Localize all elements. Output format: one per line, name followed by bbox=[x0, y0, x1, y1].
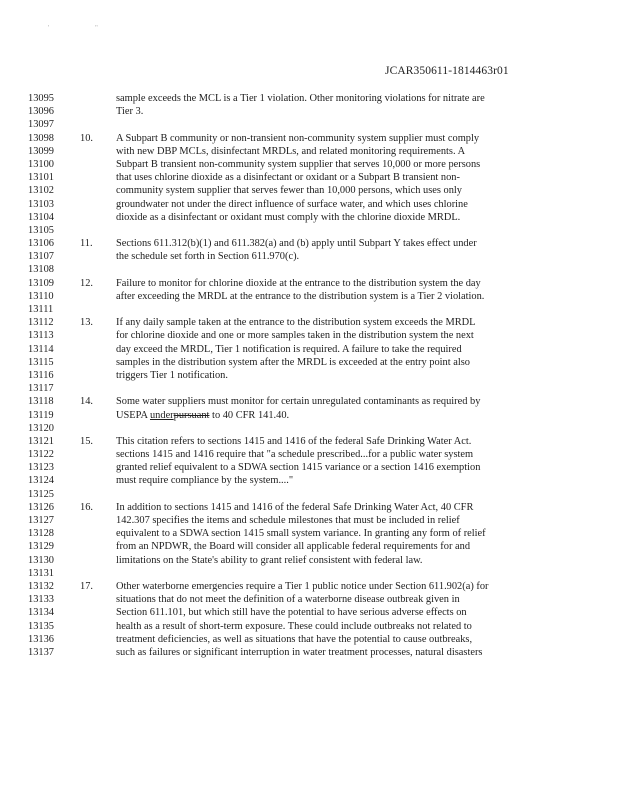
note-number: 11. bbox=[80, 238, 93, 250]
document-line bbox=[28, 105, 588, 118]
document-line bbox=[28, 514, 588, 527]
document-line bbox=[28, 369, 588, 382]
line-text bbox=[116, 409, 289, 422]
line-text bbox=[116, 527, 486, 540]
document-line bbox=[28, 224, 588, 237]
inserted-text: under bbox=[149, 409, 174, 421]
line-number: 13112 bbox=[28, 317, 54, 329]
document-line bbox=[28, 316, 588, 329]
document-line bbox=[28, 263, 588, 276]
line-number: 13135 bbox=[28, 620, 54, 632]
text-run: triggers Tier 1 notification. bbox=[116, 369, 228, 381]
text-run: Section 611.101, but which still have the potential to have serious adverse effects on bbox=[116, 607, 467, 619]
line-text bbox=[116, 105, 143, 118]
line-text bbox=[116, 290, 484, 303]
document-line bbox=[28, 92, 588, 105]
text-run: equivalent to a SDWA section 1415 small system variance. In granting any form of relief bbox=[116, 528, 486, 540]
document-line bbox=[28, 356, 588, 369]
line-text bbox=[116, 461, 480, 474]
document-line bbox=[28, 290, 588, 303]
document-line bbox=[28, 118, 588, 131]
line-text bbox=[116, 145, 465, 158]
text-run: samples in the distribution system after the MRDL is exceeded at the entry point also bbox=[116, 356, 470, 368]
document-line bbox=[28, 329, 588, 342]
line-number: 13100 bbox=[28, 158, 54, 170]
note-number: 15. bbox=[80, 435, 93, 447]
line-text bbox=[116, 448, 473, 461]
line-number: 13114 bbox=[28, 343, 54, 355]
text-run: sample exceeds the MCL is a Tier 1 violation. Other monitoring violations for nitrate are bbox=[116, 93, 485, 104]
text-run: If any daily sample taken at the entrance to the distribution system exceeds the MRDL bbox=[116, 317, 476, 329]
line-text bbox=[116, 369, 228, 382]
line-number: 13115 bbox=[28, 356, 54, 368]
line-text bbox=[116, 501, 473, 514]
document-line bbox=[28, 620, 588, 633]
line-number: 13096 bbox=[28, 106, 54, 118]
line-number: 13126 bbox=[28, 501, 54, 513]
line-number: 13117 bbox=[28, 383, 54, 395]
text-run: USEPA bbox=[116, 409, 150, 421]
line-number: 13099 bbox=[28, 145, 54, 157]
text-run: health as a result of short-term exposure. These could include outbreaks not related to bbox=[116, 620, 472, 632]
note-number: 16. bbox=[80, 501, 93, 513]
line-number: 13122 bbox=[28, 449, 54, 461]
line-text bbox=[116, 633, 472, 646]
document-line bbox=[28, 171, 588, 184]
line-number: 13116 bbox=[28, 369, 54, 381]
document-line bbox=[28, 145, 588, 158]
line-number: 13121 bbox=[28, 435, 54, 447]
line-text bbox=[116, 184, 462, 197]
note-number: 17. bbox=[80, 580, 93, 592]
note-number: 14. bbox=[80, 396, 93, 408]
document-line bbox=[28, 448, 588, 461]
document-line bbox=[28, 158, 588, 171]
line-text bbox=[116, 395, 480, 408]
document-line bbox=[28, 422, 588, 435]
text-run: treatment deficiencies, as well as situations that have the potential to cause outbreaks, bbox=[116, 633, 473, 645]
document-line bbox=[28, 567, 588, 580]
line-number: 13107 bbox=[28, 251, 54, 263]
document-line bbox=[28, 409, 588, 422]
document-line bbox=[28, 593, 588, 606]
line-text bbox=[116, 132, 479, 145]
text-run: Some water suppliers must monitor for certain unregulated contaminants as required by bbox=[116, 396, 481, 408]
line-number: 13136 bbox=[28, 633, 54, 645]
line-number: 13129 bbox=[28, 541, 54, 553]
document-line bbox=[28, 474, 588, 487]
line-number: 13132 bbox=[28, 580, 54, 592]
note-number: 13. bbox=[80, 317, 93, 329]
text-run: community system supplier that serves fewer than 10,000 persons, which uses only bbox=[116, 185, 463, 197]
text-run: day exceed the MRDL, Tier 1 notification is required. A failure to take the required bbox=[116, 343, 462, 355]
text-run: In addition to sections 1415 and 1416 of the federal Safe Drinking Water Act, 40 CFR bbox=[116, 501, 474, 513]
line-text bbox=[116, 620, 472, 633]
document-line bbox=[28, 184, 588, 197]
document-line bbox=[28, 633, 588, 646]
text-run: 142.307 specifies the items and schedule milestones that must be included in relief bbox=[116, 515, 460, 526]
line-text bbox=[116, 316, 476, 329]
deleted-text: pursuant bbox=[173, 409, 210, 421]
line-number: 13104 bbox=[28, 211, 54, 223]
text-run: Other waterborne emergencies require a Tier 1 public notice under Section 611.902(a) for bbox=[116, 580, 489, 592]
document-line bbox=[28, 435, 588, 448]
document-line bbox=[28, 211, 588, 224]
line-text bbox=[116, 540, 470, 553]
line-text bbox=[116, 237, 477, 250]
text-run: for chlorine dioxide and one or more samples taken in the distribution system the next bbox=[116, 330, 474, 342]
line-text bbox=[116, 356, 470, 369]
line-number: 13134 bbox=[28, 607, 54, 619]
document-line bbox=[28, 250, 588, 263]
line-number: 13131 bbox=[28, 567, 54, 579]
document-line bbox=[28, 237, 588, 250]
text-run: Subpart B transient non-community system supplier that serves 10,000 or more persons bbox=[116, 158, 481, 170]
text-run: dioxide as a disinfectant or oxidant must comply with the chlorine dioxide MRDL. bbox=[116, 211, 461, 223]
line-number: 13133 bbox=[28, 594, 54, 606]
line-number: 13101 bbox=[28, 172, 54, 184]
text-run: situations that do not meet the definition of a waterborne disease outbreak given in bbox=[116, 594, 460, 606]
line-number: 13111 bbox=[28, 304, 54, 315]
line-number: 13097 bbox=[28, 119, 54, 131]
document-line bbox=[28, 343, 588, 356]
line-number: 13125 bbox=[28, 488, 54, 500]
line-text bbox=[116, 474, 293, 487]
line-number: 13137 bbox=[28, 646, 54, 658]
document-line bbox=[28, 382, 588, 395]
document-line bbox=[28, 395, 588, 408]
text-run: groundwater not under the direct influence of surface water, and which uses chlorine bbox=[116, 198, 468, 210]
note-number: 10. bbox=[80, 132, 93, 144]
line-text bbox=[116, 593, 460, 606]
line-text bbox=[116, 435, 471, 448]
line-number: 13103 bbox=[28, 198, 54, 210]
text-run: Tier 3. bbox=[116, 106, 144, 118]
text-run: the schedule set forth in Section 611.970(c). bbox=[116, 251, 300, 263]
line-number: 13124 bbox=[28, 475, 54, 487]
text-run: limitations on the State's ability to grant relief consistent with federal law. bbox=[116, 554, 423, 566]
document-line bbox=[28, 580, 588, 593]
line-number: 13110 bbox=[28, 290, 54, 302]
text-run: This citation refers to sections 1415 and 1416 of the federal Safe Drinking Water Act. bbox=[116, 435, 472, 447]
text-run: granted relief equivalent to a SDWA section 1415 variance or a section 1416 exemption bbox=[116, 462, 481, 474]
text-run: from an NPDWR, the Board will consider all applicable federal requirements for and bbox=[116, 541, 471, 553]
line-number: 13127 bbox=[28, 515, 54, 526]
line-number: 13120 bbox=[28, 422, 54, 434]
line-number: 13113 bbox=[28, 330, 54, 342]
document-line bbox=[28, 540, 588, 553]
text-run: must require compliance by the system...." bbox=[116, 475, 294, 487]
line-number: 13098 bbox=[28, 132, 54, 144]
line-number: 13105 bbox=[28, 224, 54, 236]
text-run: such as failures or significant interruption in water treatment processes, natural disasters bbox=[116, 646, 483, 658]
line-text bbox=[116, 92, 485, 105]
line-number: 13106 bbox=[28, 238, 54, 250]
line-number: 13102 bbox=[28, 185, 54, 197]
line-text bbox=[116, 343, 462, 356]
line-text bbox=[116, 580, 489, 593]
line-text bbox=[116, 646, 482, 659]
text-run: A Subpart B community or non-transient non-community system supplier must comply bbox=[116, 132, 480, 144]
document-line bbox=[28, 606, 588, 619]
line-text bbox=[116, 606, 467, 619]
text-run: Sections 611.312(b)(1) and 611.382(a) and (b) apply until Subpart Y takes effect under bbox=[116, 238, 477, 250]
line-text bbox=[116, 554, 423, 567]
line-text bbox=[116, 211, 460, 224]
note-number: 12. bbox=[80, 277, 93, 289]
line-number: 13123 bbox=[28, 462, 54, 474]
line-number: 13119 bbox=[28, 409, 54, 421]
line-number: 13128 bbox=[28, 528, 54, 540]
text-run: after exceeding the MRDL at the entrance to the distribution system is a Tier 2 violation. bbox=[116, 290, 485, 302]
document-line bbox=[28, 501, 588, 514]
line-text bbox=[116, 198, 468, 211]
line-number: 13130 bbox=[28, 554, 54, 566]
scan-marks: ' " bbox=[48, 24, 120, 32]
line-text bbox=[116, 158, 480, 171]
line-number: 13108 bbox=[28, 264, 54, 276]
document-line bbox=[28, 303, 588, 316]
text-run: Failure to monitor for chlorine dioxide at the entrance to the distribution system the day bbox=[116, 277, 481, 289]
document-line bbox=[28, 554, 588, 567]
line-number: 13095 bbox=[28, 93, 54, 104]
document-line bbox=[28, 277, 588, 290]
line-number: 13109 bbox=[28, 277, 54, 289]
line-number: 13118 bbox=[28, 396, 54, 408]
line-text bbox=[116, 250, 299, 263]
document-line bbox=[28, 527, 588, 540]
text-run: with new DBP MCLs, disinfectant MRDLs, and related monitoring requirements. A bbox=[116, 145, 466, 157]
line-text bbox=[116, 277, 481, 290]
document-body bbox=[28, 92, 588, 659]
document-line bbox=[28, 488, 588, 501]
line-text bbox=[116, 329, 474, 342]
text-run: sections 1415 and 1416 require that "a schedule prescribed...for a public water system bbox=[116, 449, 474, 461]
text-run: to 40 CFR 141.40. bbox=[209, 409, 290, 421]
document-id-header: JCAR350611-1814463r01 bbox=[385, 65, 509, 77]
document-line bbox=[28, 132, 588, 145]
document-line bbox=[28, 198, 588, 211]
line-text bbox=[116, 514, 460, 527]
document-line bbox=[28, 461, 588, 474]
line-text bbox=[116, 171, 460, 184]
document-line bbox=[28, 646, 588, 659]
text-run: that uses chlorine dioxide as a disinfectant or oxidant or a Subpart B transient non- bbox=[116, 172, 460, 184]
